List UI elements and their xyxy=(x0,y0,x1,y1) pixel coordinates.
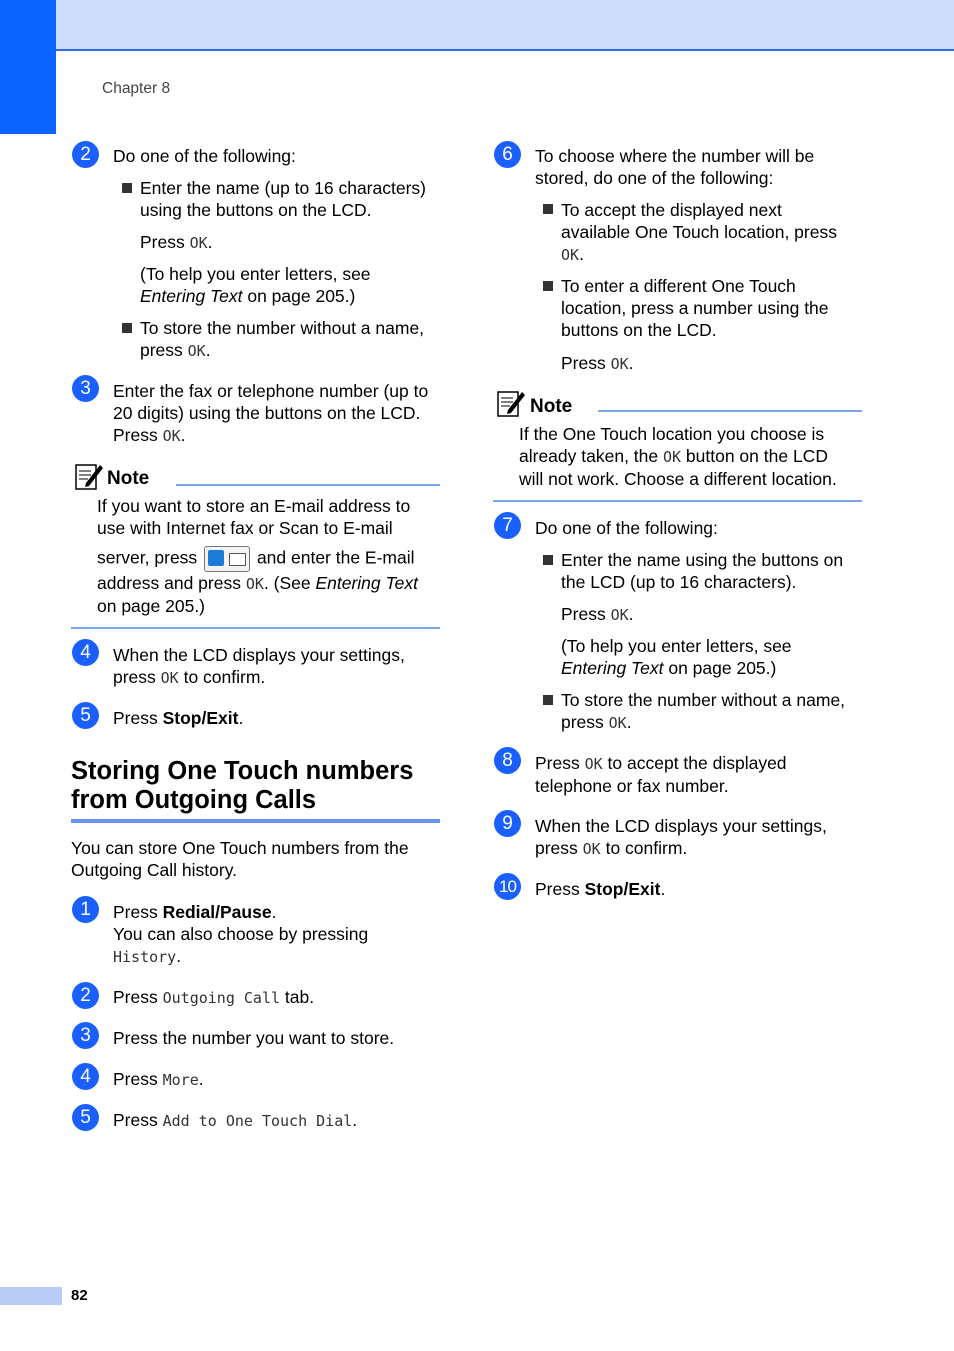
step-text: Press the number you want to store. xyxy=(113,1028,395,1048)
note-divider xyxy=(176,484,440,486)
bullet-icon xyxy=(122,183,132,193)
note-title: Note xyxy=(530,396,573,417)
note-divider xyxy=(598,410,862,412)
note-text: address and press OK. (See Entering Text on page 205.) xyxy=(97,573,418,616)
bullet-text: To store the number without a name, press OK. xyxy=(140,318,425,360)
step-text: Do one of the following: xyxy=(535,518,718,538)
step-text: Press Add to One Touch Dial. xyxy=(113,1110,358,1130)
bullet-text: To accept the displayed next available One Touch location, press OK. xyxy=(561,200,837,264)
envelope-icon xyxy=(229,553,246,566)
step-text: Enter the fax or telephone number (up to 20 digits) using the buttons on the LCD. Press OK. xyxy=(113,381,429,445)
bullet-icon xyxy=(543,281,553,291)
bullet-text: Enter the name (up to 16 characters) using the buttons on the LCD. xyxy=(140,178,426,220)
step-text: Press Redial/Pause. You can also choose by pressing History. xyxy=(113,902,369,966)
note-text: If the One Touch location you choose is already taken, the OK button on the LCD will not work. Choose a different location. xyxy=(519,424,837,489)
help-text: (To help you enter letters, see Entering Text on page 205.) xyxy=(140,264,371,306)
step-number: 2 xyxy=(72,141,99,168)
step-number: 9 xyxy=(494,810,521,837)
note-divider xyxy=(71,627,440,629)
bullet-icon xyxy=(543,204,553,214)
step-number: 7 xyxy=(494,512,521,539)
bullet-icon xyxy=(543,695,553,705)
step-number: 5 xyxy=(72,702,99,729)
note-title: Note xyxy=(107,468,150,489)
step-text: When the LCD displays your settings, press OK to confirm. xyxy=(113,645,405,687)
heading-rule xyxy=(71,819,440,823)
bullet-text: To enter a different One Touch location, press a number using the buttons on the LCD. xyxy=(561,276,829,340)
bullet-icon xyxy=(543,555,553,565)
help-text: (To help you enter letters, see Entering Text on page 205.) xyxy=(561,636,792,678)
step-text: To choose where the number will be stored, do one of the following: xyxy=(535,146,815,188)
step-number: 5 xyxy=(72,1104,99,1131)
note-pencil-icon xyxy=(74,461,104,491)
bullet-icon xyxy=(122,323,132,333)
step-number: 10 xyxy=(494,873,521,900)
header-band xyxy=(0,0,954,51)
step-number: 1 xyxy=(72,896,99,923)
step-number: 3 xyxy=(72,375,99,402)
step-number: 6 xyxy=(494,141,521,168)
step-text: Press Stop/Exit. xyxy=(113,708,244,728)
phone-icon xyxy=(208,550,224,566)
step-number: 4 xyxy=(72,639,99,666)
step-text: Press Stop/Exit. xyxy=(535,879,666,899)
fax-email-button[interactable] xyxy=(204,546,250,572)
press-ok-text: Press OK. xyxy=(561,604,634,624)
step-text: Press More. xyxy=(113,1069,204,1089)
note-text: server, press and enter the E-mail xyxy=(97,546,415,572)
step-text: Press Outgoing Call tab. xyxy=(113,987,315,1007)
step-number: 8 xyxy=(494,747,521,774)
note-pencil-icon xyxy=(496,388,526,418)
page-number-bar xyxy=(0,1287,62,1305)
step-number: 4 xyxy=(72,1063,99,1090)
step-text: Do one of the following: xyxy=(113,146,296,166)
step-number: 2 xyxy=(72,982,99,1009)
page-number: 82 xyxy=(71,1287,88,1304)
chapter-label: Chapter 8 xyxy=(102,80,171,97)
bullet-text: Enter the name using the buttons on the LCD (up to 16 characters). xyxy=(561,550,844,592)
step-number: 3 xyxy=(72,1022,99,1049)
note-text: If you want to store an E-mail address to use with Internet fax or Scan to E-mail xyxy=(97,496,411,538)
note-divider xyxy=(493,500,862,502)
bullet-text: To store the number without a name, press OK. xyxy=(561,690,846,732)
step-text: Press OK to accept the displayed telephone or fax number. xyxy=(535,753,787,796)
press-ok-text: Press OK. xyxy=(561,353,634,373)
press-ok-text: Press OK. xyxy=(140,232,213,252)
step-text: When the LCD displays your settings, press OK to confirm. xyxy=(535,816,827,858)
section-heading: Storing One Touch numbers from Outgoing Calls xyxy=(71,757,414,814)
intro-text: You can store One Touch numbers from the Outgoing Call history. xyxy=(71,838,409,880)
chapter-tab xyxy=(0,0,56,134)
